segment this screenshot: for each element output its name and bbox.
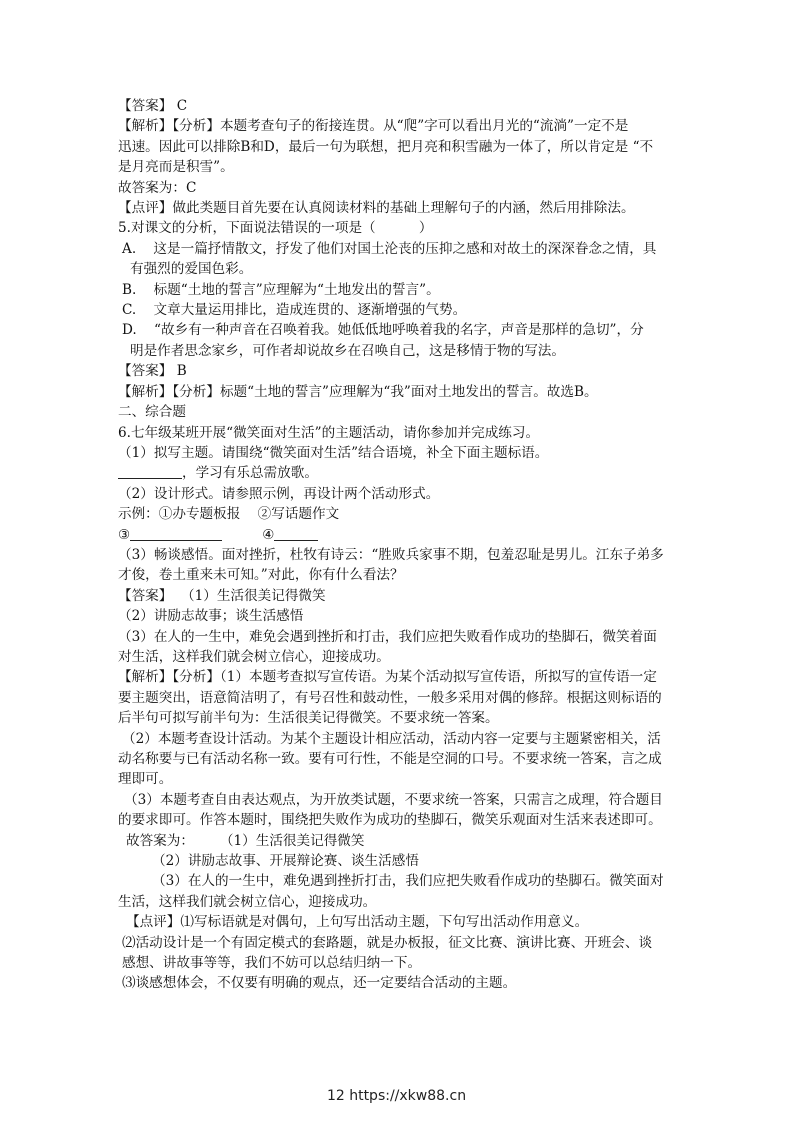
question-5: 5.对课文的分析，下面说法错误的一项是（ ） <box>118 220 433 237</box>
answer-summary-line: 故答案为：C <box>118 179 197 196</box>
slogan-line <box>118 463 678 483</box>
comment-line: 【点评】⑴写标语就是对偶句，上句写出活动主题，下句写出活动作用意义。 <box>126 914 589 931</box>
option-d-cont: 明是作者思念家乡，可作者却说故乡在召唤自己，这是移情于物的写法。 <box>130 342 565 359</box>
answer-line: 【答案】 （1）生活很美记得微笑 <box>118 587 326 604</box>
option-a-cont: 有强烈的爱国色彩。 <box>130 261 253 278</box>
section-heading: 二、综合题 <box>118 404 186 421</box>
question-6-part-3: （3）畅谈感悟。面对挫折，杜牧有诗云：“胜败兵家事不期，包羞忍耻是男儿。江东子弟多 <box>118 546 664 563</box>
answer-line: 【答案】 C <box>118 98 188 114</box>
blank-line <box>274 526 318 541</box>
answer-line: （2）讲励志故事；谈生活感悟 <box>118 608 304 625</box>
comment-line: 感想、讲故事等等，我们不妨可以总结归纳一下。 <box>122 955 422 972</box>
blank-line <box>118 464 182 479</box>
answer-summary-line: （3）在人的一生中，难免遇到挫折打击，我们应把失败看作成功的垫脚石。微笑面对 <box>152 873 664 890</box>
answer-line: 对生活，这样我们就会树立信心，迎接成功。 <box>118 648 390 665</box>
analysis-line: （3）本题考查自由表达观点，为开放类试题，不要求统一答案，只需言之成理，符合题目 <box>124 791 663 808</box>
option-c: C. 文章大量运用排比，造成连贯的、逐渐增强的气势。 <box>122 302 467 319</box>
blanks-line <box>118 525 678 545</box>
analysis-line: 【解析】【分析】本题考查句子的衔接连贯。从“爬”字可以看出月光的“流淌”一定不是 <box>118 118 629 135</box>
question-6-part-2: （2）设计形式。请参照示例，再设计两个活动形式。 <box>118 485 440 502</box>
analysis-line: 是月亮而是积雪”。 <box>118 159 234 176</box>
example-line: 示例：①办专题板报 ②写话题作文 <box>118 506 340 523</box>
analysis-line: 动名称要与已有活动名称一致。要有可行性，不能是空洞的口号。不要求统一答案，言之成 <box>118 751 662 767</box>
analysis-line: 理即可。 <box>118 771 173 788</box>
answer-line: （3）在人的一生中，难免会遇到挫折和打击，我们应把失败看作成功的垫脚石，微笑着面 <box>118 628 657 645</box>
blank-label-3: ③ <box>118 526 131 543</box>
comment-line: 【点评】做此类题目首先要在认真阅读材料的基础上理解句子的内涵，然后用排除法。 <box>118 200 635 217</box>
analysis-line: 要主题突出，语意简洁明了，有号召性和鼓动性，一般多采用对偶的修辞。根据这则标语的 <box>118 689 662 706</box>
page-footer: 12 https://xkw88.cn <box>326 1088 467 1104</box>
comment-line: ⑵活动设计是一个有固定模式的套路题，就是办板报，征文比赛、演讲比赛、开班会、谈 <box>122 934 653 951</box>
answer-summary-line: 生活，这样我们就会树立信心，迎接成功。 <box>118 893 377 910</box>
option-a: A. 这是一篇抒情散文，抒发了他们对国土沦丧的压抑之感和对故土的深深眷念之情，具 <box>122 240 657 257</box>
analysis-line: 【解析】【分析】标题“土地的誓言”应理解为“我”面对土地发出的誓言。故选B。 <box>118 383 598 400</box>
blank-line <box>130 526 222 541</box>
answer-line: 【答案】 B <box>118 363 187 380</box>
answer-summary-line: （2）讲励志故事、开展辩论赛、谈生活感悟 <box>152 853 419 870</box>
analysis-line: 【解析】【分析】（1）本题考查拟写宣传语。为某个活动拟写宣传语，所拟写的宣传语一定 <box>118 669 657 686</box>
document-body <box>118 96 678 994</box>
question-6-part-3-cont: 才俊，卷土重来未可知。”对此，你有什么看法？ <box>118 567 404 584</box>
answer-summary-line: 故答案为： （1）生活很美记得微笑 <box>126 832 365 849</box>
analysis-line: 的要求即可。作答本题时，围绕把失败作为成功的垫脚石，微笑乐观面对生活来表述即可。 <box>118 812 662 829</box>
blank-label-4: ④ <box>262 526 275 543</box>
analysis-line: 后半句可拟写前半句为：生活很美记得微笑。不要求统一答案。 <box>118 710 499 727</box>
option-d: D. “故乡有一种声音在召唤着我。她低低地呼唤着我的名字，声音是那样的急切”，分 <box>122 322 644 339</box>
analysis-line: 迅速。因此可以排除B和D，最后一句为联想，把月亮和积雪融为一体了，所以肯定是 “不 <box>118 138 654 155</box>
analysis-line: （2）本题考查设计活动。为某个主题设计相应活动，活动内容一定要与主题紧密相关，活 <box>122 730 661 747</box>
question-6: 6.七年级某班开展“微笑面对生活”的主题活动，请你参加并完成练习。 <box>118 424 540 441</box>
comment-line: ⑶谈感想体会，不仅要有明确的观点，还一定要结合活动的主题。 <box>122 975 517 992</box>
slogan-text: ，学习有乐总需放歌。 <box>182 465 318 482</box>
question-6-part-1: （1）拟写主题。请围绕“微笑面对生活”结合语境，补全下面主题标语。 <box>118 444 549 461</box>
option-b: B. 标题“土地的誓言”应理解为“土地发出的誓言”。 <box>122 281 440 298</box>
